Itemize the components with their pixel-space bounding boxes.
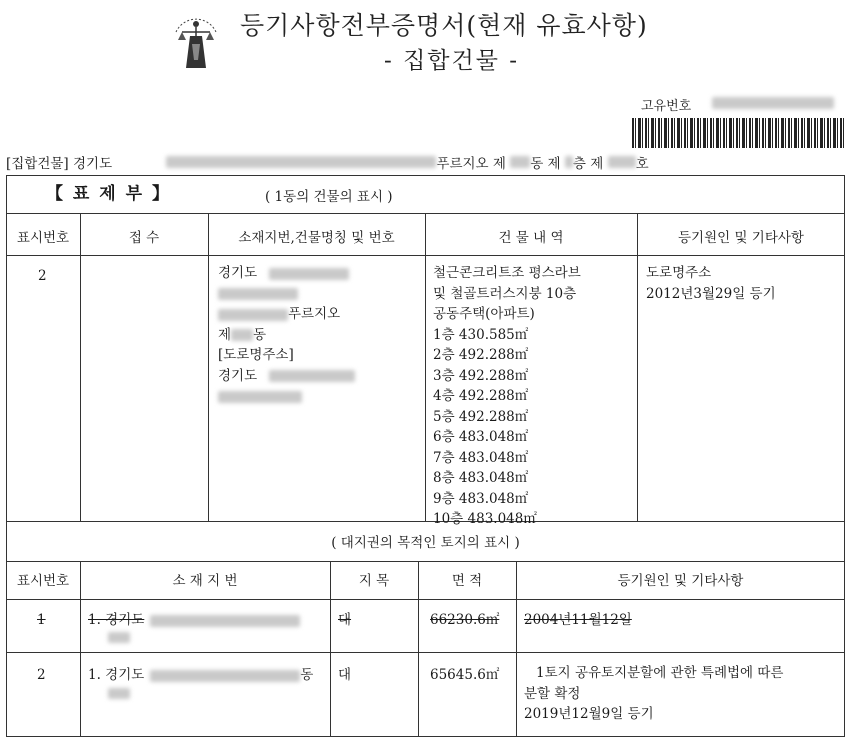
section-subtitle-land: ( 대지권의 목적인 토지의 표시 ): [331, 535, 520, 551]
building-designation: [집합건물] 경기도 푸르지오 제 동 제 층 제 호: [6, 156, 649, 172]
redacted-floor: [565, 156, 573, 168]
redacted-text: [231, 329, 253, 341]
cause-cell: 도로명주소 2012년3월29일 등기: [646, 265, 776, 302]
header-cause: 등기원인 및 기타사항: [678, 230, 804, 246]
land-row1-no: 1: [37, 612, 46, 628]
court-seal-emblem: [168, 10, 224, 70]
land-row2-cause: 1토지 공유토지분할에 관한 특례법에 따른 분할 확정 2019년12월9일 등기: [524, 665, 784, 722]
section-title-pyojebu: 【 표 제 부 】: [46, 184, 171, 204]
land-row1-location: 1. 경기도: [88, 612, 300, 629]
section-subtitle-building: ( 1동의 건물의 표시 ): [265, 189, 393, 205]
land-row2-no: 2: [37, 667, 46, 683]
redacted-text: [150, 615, 300, 627]
barcode: [632, 118, 846, 148]
location-cell: 경기도 푸르지오 제 동 [도로명주소] 경기도: [218, 263, 355, 407]
redacted-unit: [608, 156, 636, 168]
header-location: 소재지번,건물명칭 및 번호: [238, 230, 395, 246]
header-land-area: 면 적: [451, 573, 483, 589]
header-land-category: 지 목: [358, 573, 390, 589]
redacted-text: [108, 688, 130, 699]
land-row1-area: 66230.6㎡: [430, 612, 500, 628]
redacted-unique-number: [712, 97, 834, 109]
land-row1-cause: 2004년11월12일: [524, 612, 632, 628]
redacted-text: [150, 670, 300, 682]
redacted-text: [218, 309, 288, 321]
land-row2-area: 65645.6㎡: [430, 667, 500, 683]
building-details-cell: 철근콘크리트조 평스라브 및 철골트러스지붕 10층 공동주택(아파트) 1층 430.585㎡ 2층 492.288㎡ 3층 492.288㎡ 4층 492.288㎡ 5층 492.288㎡ 6층 483.048㎡ 7층 483.048㎡ 8층 483.048㎡ 9층 483.048㎡ 10층 483.048㎡: [433, 265, 581, 527]
unique-number-label: 고유번호: [641, 99, 692, 114]
header-land-display-no: 표시번호: [16, 573, 70, 589]
redacted-dong: [510, 156, 530, 168]
land-row2-category: 대: [338, 667, 352, 683]
land-row2-location: 1. 경기도 동: [88, 667, 314, 683]
redacted-text: [269, 268, 349, 280]
document-subtitle: - 집합건물 -: [384, 48, 520, 74]
header-receipt: 접 수: [128, 230, 160, 246]
land-row1-category: 대: [338, 612, 352, 628]
header-display-no: 표시번호: [16, 230, 70, 246]
header-building-details: 건 물 내 역: [498, 230, 564, 246]
redacted-text: [218, 391, 302, 403]
redacted-text: [218, 288, 298, 300]
redacted-text: [108, 632, 130, 643]
header-land-location: 소 재 지 번: [172, 573, 238, 589]
header-land-cause: 등기원인 및 기타사항: [617, 573, 744, 589]
row-display-no: 2: [38, 268, 47, 284]
redacted-text: [269, 370, 355, 382]
document-title: 등기사항전부증명서(현재 유효사항): [240, 11, 648, 40]
redacted-address: [166, 156, 436, 168]
